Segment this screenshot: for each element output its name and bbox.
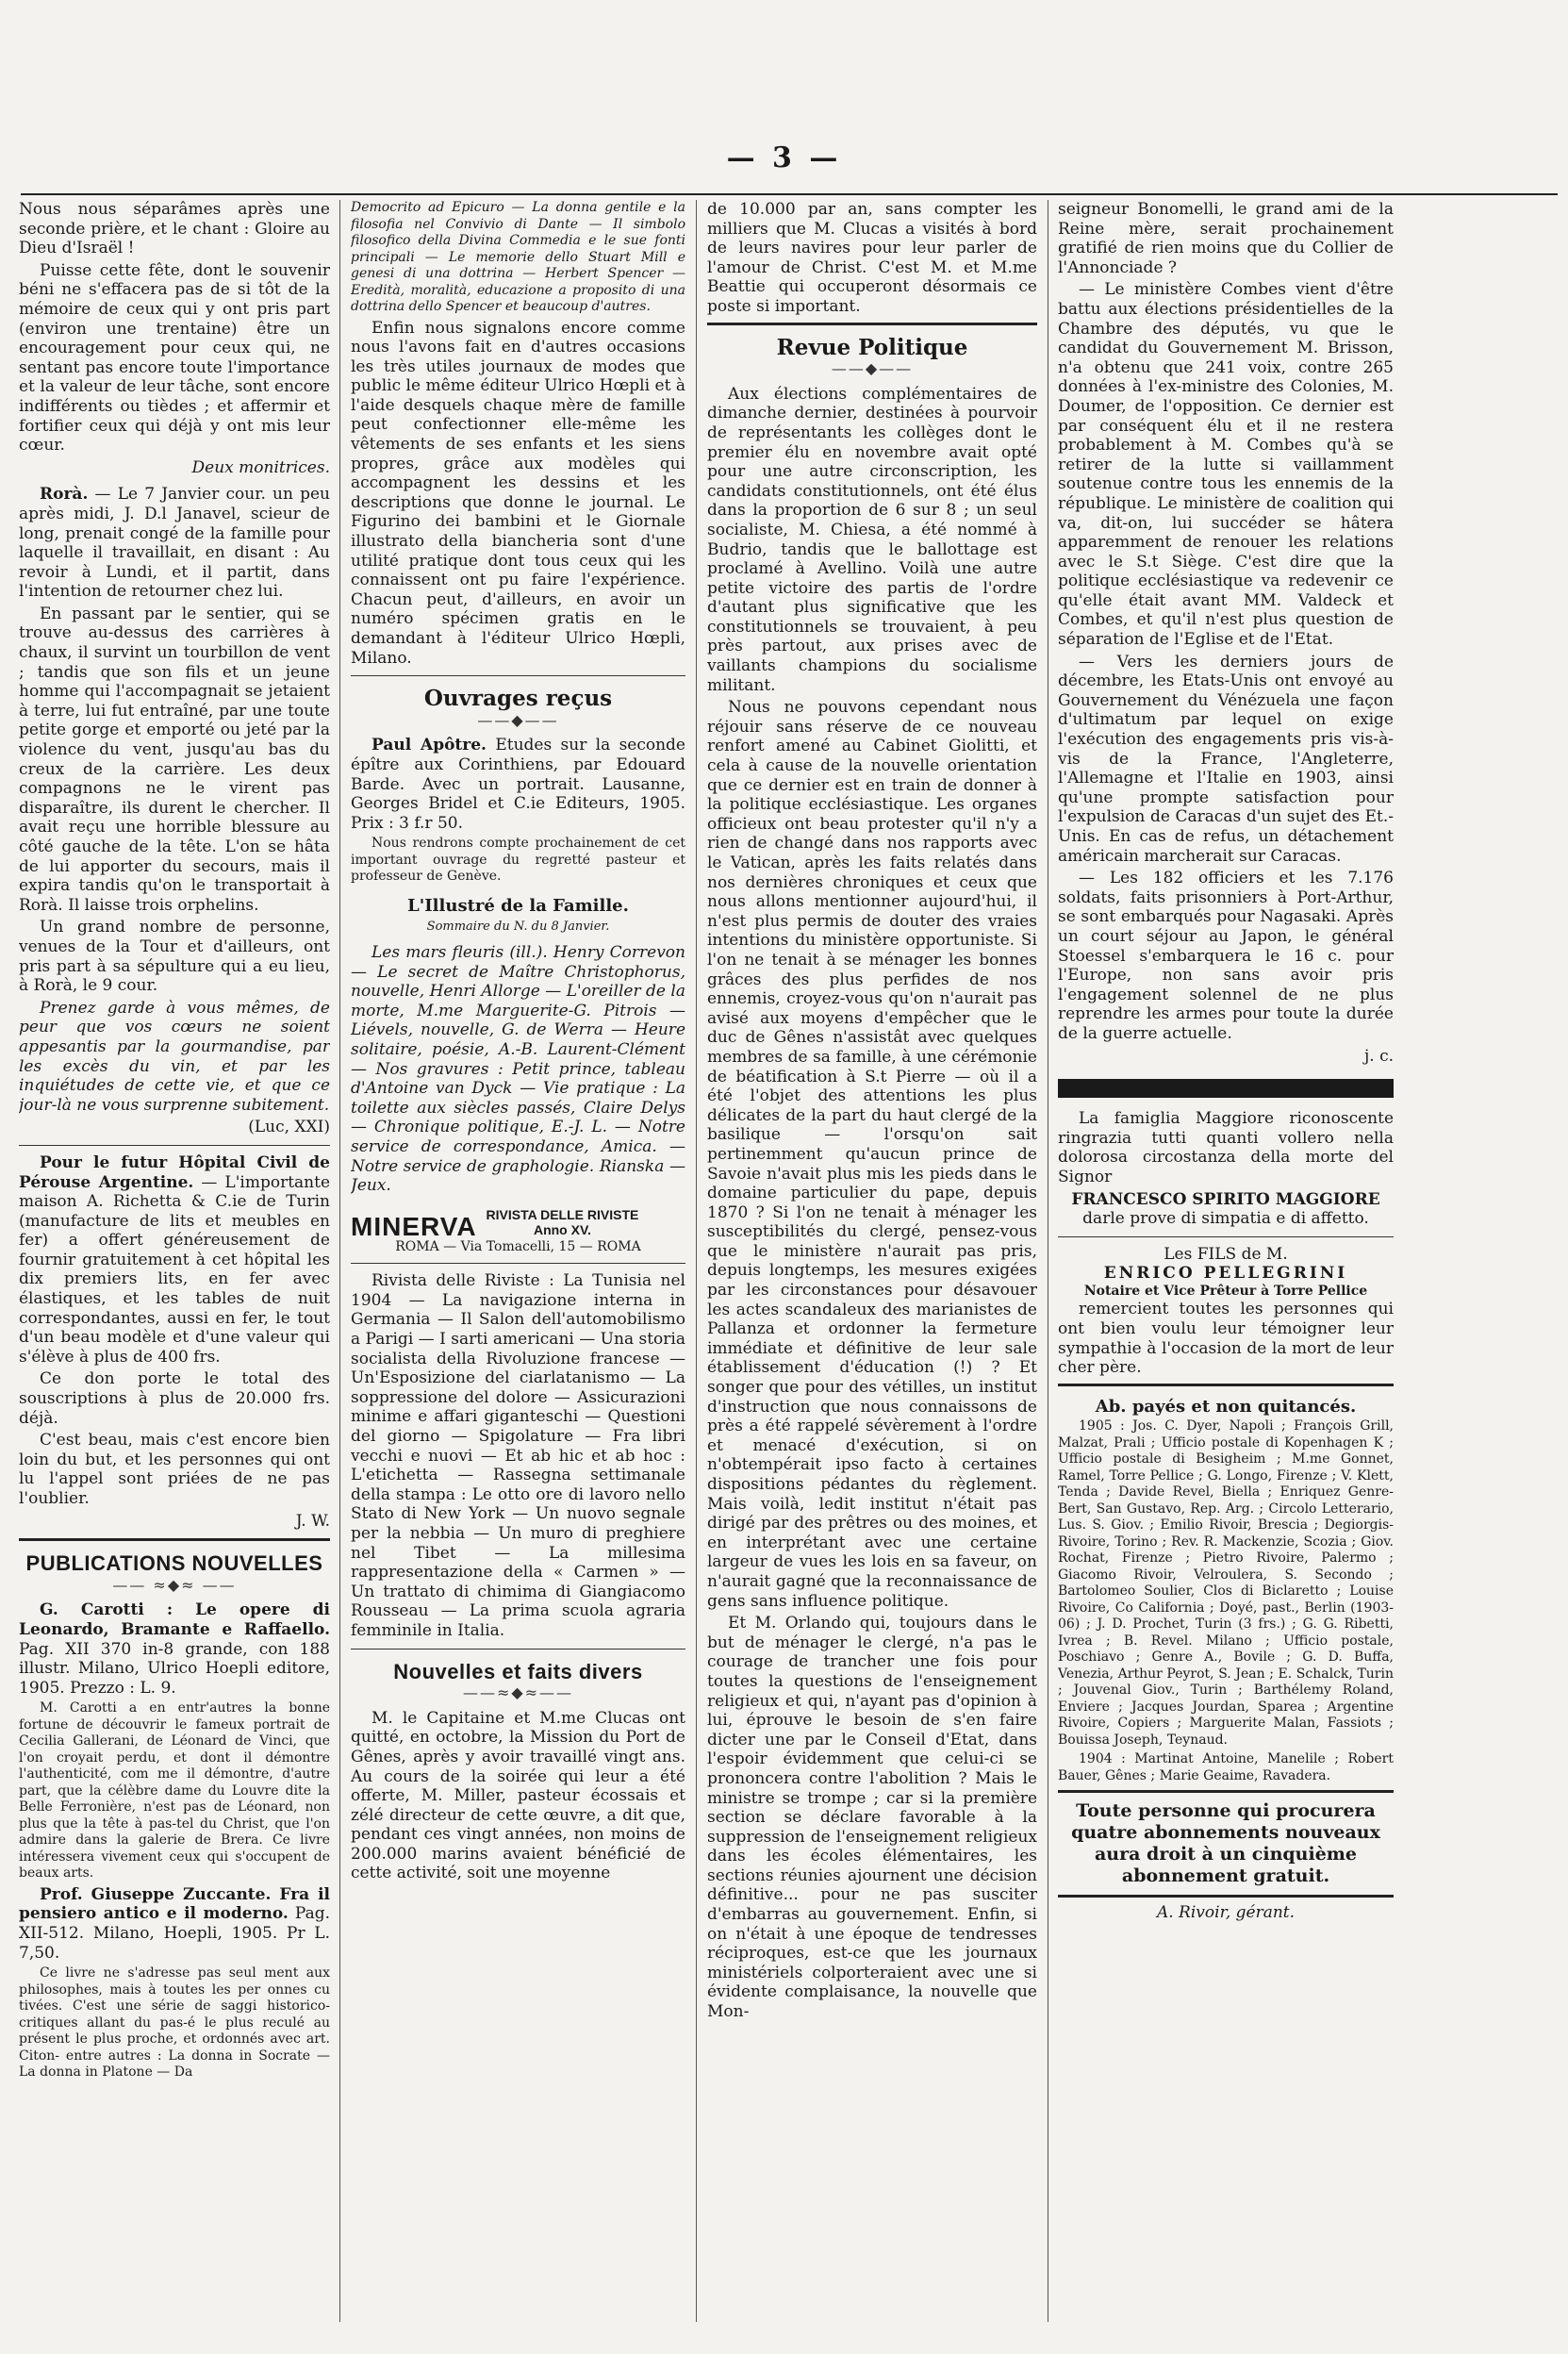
- paragraph: Et M. Orlando qui, toujours dans le but de ménager le clergé, n'a pas le courage de trancher une fois pour toutes la questions de l'enseignement religieux et qui, n'ayant pas d'opinion à lui, éprouve le besoin de s'en faire dicter une par le Conseil d'Etat, dans l'espoir évidemment que celui-ci se prononcera contre l'abolition ? Mais le ministre se trompe ; car si la première section se déclare favorable à la suppression de l'enseignement religieux dans les écoles élémentaires, les sections réunies ajournent une décision définitive... pour ne pas susciter d'embarras au gouvernement. Enfin, si on n'était à une époque de tendresses réciproques, est-ce que les journaux ministériels colporteraient avec une si évidente complaisance, la nouvelle que Mon-: [707, 1614, 1037, 2022]
- paragraph: M. le Capitaine et M.me Clucas ont quitté, en octobre, la Mission du Port de Gênes, après y avoir travaillé vingt ans. Au cours de la soirée qui leur a été offerte, M. Miller, pasteur écossais et zélé directeur de cette œuvre, a dit que, pendant ces vingt années, non moins de 200.000 marins avaient bénéficié de cette activité, soit une moyenne: [351, 1708, 685, 1883]
- paragraph: — Le ministère Combes vient d'être battu aux élections présidentielles de la Chambre des députés, vu que le candidat du Gouvernement M. Brisson, n'a obtenu que 241 voix, contre 265 données à l'ex-ministre des Colonies, M. Doumer, de l'opposition. Ce dernier est par conséquent élu et il ne restera probablement à M. Combes qu'à se retirer de la lutte si vaillamment soutenue contre tous les ennemis de la république. Le ministère de coalition qui va, dit-on, lui succéder se hâtera apparemment de renouer les relations avec le S.t Siège. C'est dire que la politique ecclésiastique va redevenir ce qu'elle était avant MM. Valdeck et Combes, et qu'il n'est plus question de séparation de l'Eglise et de l'Etat.: [1058, 280, 1394, 650]
- column-divider: [696, 200, 697, 2322]
- paragraph: La famiglia Maggiore riconoscente ringrazia tutti quanti vollero nella dolorosa circostanza della morte del Signor: [1058, 1109, 1394, 1186]
- deceased-title: Notaire et Vice Prêteur à Torre Pellice: [1083, 1283, 1368, 1299]
- signature: Deux monitrices.: [191, 457, 330, 477]
- column-4: [1058, 200, 1394, 2322]
- divider: [351, 675, 685, 676]
- paragraph: — L'importante maison A. Richetta & C.ie de Turin (manufacture de lits et meubles en fer) a offert généreusement de fournir gratuitement à cet hôpital les dix premiers lits, en fer avec élastiques, et les tables de nuit correspondantes, aussi en fer, le tout d'un beau modèle et d'une valeur qui s'élève à plus de 400 frs.: [19, 1172, 330, 1367]
- section-title-abonnements: Ab. payés et non quitancés.: [1095, 1396, 1357, 1417]
- paragraph: — Vers les derniers jours de décembre, les Etats-Unis ont envoyé au Gouvernement du Vénézuela une façon d'ultimatum par lequel on exige l'exécution des engagements pris vis-à-vis de la France, l'Angleterre, l'Allemagne et l'Italie en 1903, ainsi qu'une prompte satisfaction pour l'expulsion de Caracas d'un sujet des Et.-Unis. En cas de refus, un détachement américain marcherait sur Caracas.: [1058, 652, 1394, 866]
- subscriber-list: 1904 : Martinat Antoine, Manelile ; Robert Bauer, Gênes ; Marie Geaime, Ravadera.: [1058, 1751, 1394, 1783]
- paragraph: Nous nous séparâmes après une seconde prière, et le chant : Gloire au Dieu d'Israël !: [19, 200, 330, 258]
- paragraph: Les mars fleuris (ill.). Henry Correvon — Le secret de Maître Christophorus, nouvelle, Henri Allorge — L'oreiller de la morte, M.me Marguerite-G. Pitrois — Liévels, nouvelle, G. de Werra — Heure solitaire, poésie, A.-B. Laurent-Clément — Nos gravures : Petit prince, tableau d'Antoine van Dyck — Vie pratique : La toilette aux siècles passés, Claire Delys — Chronique politique, E.-J. L. — Notre service de correspondance, Amica. — Notre service de graphologie. Rianska — Jeux.: [351, 943, 685, 1196]
- divider: [1058, 1384, 1394, 1386]
- signature: j. c.: [1363, 1046, 1394, 1066]
- divider: [19, 1145, 330, 1146]
- deceased-name: FRANCESCO SPIRITO MAGGIORE: [1071, 1189, 1380, 1209]
- column-2: [351, 200, 685, 2322]
- section-title-publications: PUBLICATIONS NOUVELLES: [25, 1551, 323, 1576]
- paragraph: En passant par le sentier, qui se trouve au-dessus des carrières à chaux, il survint un tourbillon de vent ; tandis que son fils et un jeune homme qui l'accompagnait se jetaient à terre, lui fut entraîné, par une toute petite gorge et emporté ou jeté par la violence du vent, jusqu'au bas du creux de la carrière. Les deux compagnons ne le virent pas disparaître, ils durent le chercher. Il avait reçu une horrible blessure au côté gauche de la tête. L'on se hâta de lui apporter du secours, mais il expira tandis qu'on le transportait à Rorà. Il laisse trois orphelins.: [19, 604, 330, 915]
- subscriber-list: 1905 : Jos. C. Dyer, Napoli ; François Grill, Malzat, Prali ; Ufficio postale di Kopenhagen K ; Ufficio postale di Besigheim ; M.me Gonnet, Ramel, Torre Pellice ; G. Longo, Firenze ; V. Klett, Tenda ; Davide Revel, Biella ; Enriquez Genre-Bert, San Gustavo, Rep. Arg. ; Circolo Letterario, Lus. S. Giov. ; Emilio Rivoir, Brescia ; Degiorgis-Rivoire, Torino ; Rev. R. Mackenzie, Scozia ; Giov. Rochat, Firenze ; Pietro Rivoire, Palermo ; Giacomo Rivoir, Velroulera, S. Secondo ; Bartolomeo Soulier, Clos di Biclaretto ; Louise Rivoire, Co California ; Doyé, past., Berlin (1903-06) ; J. D. Prochet, Turin (3 frs.) ; G. G. Ribetti, Ivrea ; B. Revel. Milano ; Ufficio postale, Poschiavo ; Genre A., Bovile ; G. D. Buffa, Venezia, Arthur Peyrot, S. Jean ; E. Schalck, Turin ; Jouvenal Giov., Turin ; Barthélemy Roland, Enviere ; Jacques Jourdan, Sparea ; Argentine Rivoire, Copiers ; Marguerite Malan, Fassiots ; Bouissa Joseph, Teynaud.: [1058, 1418, 1394, 1748]
- divider: [1058, 1236, 1394, 1237]
- book-note: Nous rendrons compte prochainement de cet important ouvrage du regretté pasteur et professeur de Genève.: [351, 836, 685, 885]
- section-title-revue: Revue Politique: [776, 334, 968, 360]
- gerant-signature: A. Rivoir, gérant.: [1156, 1903, 1296, 1923]
- divider: [1058, 1790, 1394, 1793]
- paragraph: Pag. XII 370 in-8 grande, con 188 illustr. Milano, Ulrico Hoepli editore, 1905. Prezzo : L. 9.: [19, 1639, 330, 1698]
- subscription-offer: Toute personne qui procurera quatre abonnements nouveaux aura droit à un cinquième abonnement gratuit.: [1071, 1800, 1380, 1887]
- top-rule: [21, 193, 1558, 195]
- ornament: ——≈◆≈——: [462, 1683, 574, 1702]
- paragraph: — Le 7 Janvier cour. un peu après midi, J. D.l Janavel, scieur de long, prenait congé de la famille pour laquelle il travaillait, en disant : Au revoir à Lundi, et il partit, dans l'intention de retourner chez lui.: [19, 485, 330, 602]
- section-title-nouvelles: Nouvelles et faits divers: [393, 1659, 643, 1683]
- signature: J. W.: [295, 1511, 330, 1531]
- quote-reference: (Luc, XXI): [248, 1118, 330, 1137]
- paragraph: seigneur Bonomelli, le grand ami de la Reine mère, serait prochainement gratifié de rien moins que du Collier de l'Annonciade ?: [1058, 200, 1394, 277]
- paragraph: Un grand nombre de personne, venues de la Tour et d'ailleurs, ont pris part à sa sépulture qui a eu lieu, à Rorà, le 9 cour.: [19, 918, 330, 996]
- page-number: — 3 —: [726, 141, 842, 174]
- minerva-subtitle: RIVISTA DELLE RIVISTE: [486, 1206, 639, 1222]
- paragraph: C'est beau, mais c'est encore bien loin du but, et les personnes qui ont lu l'appel sont priées de ne pas l'oublier.: [19, 1431, 330, 1508]
- divider: [19, 1538, 330, 1541]
- section-subtitle: Sommaire du N. du 8 Janvier.: [426, 920, 610, 935]
- column-3: [707, 200, 1037, 2322]
- ornament: ——◆——: [831, 359, 914, 378]
- paragraph: — Les 182 officiers et les 7.176 soldats, faits prisonniers à Port-Arthur, se sont embarqués pour Nagasaki. Après un court séjour au Japon, le général Stoessel s'embarquera le 16 c. pour l'Europe, non sans avoir pris l'engagement solennel de ne plus reprendre les armes pour toute la durée de la guerre actuelle.: [1058, 869, 1394, 1043]
- paragraph: Nous ne pouvons cependant nous réjouir sans réserve de ce nouveau renfort amené au Cabinet Giolitti, et cela à cause de la nouvelle orientation que ce dernier est en train de donner à la politique ecclésiastique. Les organes officieux ont beau protester qu'il n'y a rien de changé dans nos rapports avec le Vatican, après les faits relatés dans nos dernières chroniques et ceux que nous allons mentionner aujourd'hui, il n'est plus permis de douter des vraies intentions du ministère opportuniste. Si l'on ne tenait à se ménager les bonnes grâces des plus perfides de nos ennemis, croyez-vous qu'on n'aurait pas avisé aux moyens d'empêcher que le duc de Gênes n'assistât avec quelques membres de sa famille, à une cérémonie de béatification à S.t Pierre — où il a été l'objet des attentions les plus délicates de la part du haut clergé de la basilique — l'orsqu'on sait pertinemment qu'aucun prince de Savoie n'avait plus mis les pieds dans le domaine particulier du pape, depuis 1870 ? Si l'on ne tenait à ménager les susceptibilités du clergé, pensez-vous que le ministère n'aurait pas pris, depuis longtemps, les mesures exigées par les circonstances pour désavouer les actes scandaleux des marianistes de Pallanza et ordonner la fermeture immédiate et définitive de leur sale établissement d'éducation (!) ? Et songer que pour des vétilles, un institut d'instruction que nous connaissons de près a été rappelé sévèrement à l'ordre et menacé d'exécution, si on n'obtempérait ipso facto à certaines dispositions pédantes du règlement. Mais voilà, ledit institut n'était pas dirigé par des prêtres ou des moines, et en interprétant avec une certaine largeur de vues les lois en sa faveur, on n'aurait gagné que la reconnaissance de gens sans influence politique.: [707, 698, 1037, 1611]
- book-note: M. Carotti a en entr'autres la bonne fortune de découvrir le fameux portrait de Cecilia Gallerani, de Léonard de Vinci, que l'on croyait perdu, et dont il démontre l'authenticité, com me il démontre, d'autre part, que la célèbre dame du Louvre dite la Belle Ferronière, n'est pas de Léonard, non plus que la tête à pas-tel du Christ, que l'on admire dans la galerie de Brera. Ce livre intéressera vivement ceux qui s'occupent de beaux arts.: [19, 1700, 330, 1882]
- paragraph: Pag. XII-512. Milano, Hoepli, 1905. Pr L. 7,50.: [19, 1904, 330, 1963]
- section-title-illustre: L'Illustré de la Famille.: [407, 895, 629, 916]
- divider: [351, 1263, 685, 1264]
- column-1: [19, 200, 330, 2322]
- paragraph: Democrito ad Epicuro — La donna gentile e la filosofia nel Convivio di Dante — Il simbolo filosofico della Divina Commedia e le sue fonti principali — Le memorie dello Stuart Mill e genesi di una dottrina — Herbert Spencer — Eredità, moralità, educazione a proposito di una dottrina dello Spencer et beaucoup d'autres.: [351, 200, 685, 314]
- article-lead: Rorà.: [40, 485, 89, 505]
- book-note: Ce livre ne s'adresse pas seul ment aux philosophes, mais à toutes les per onnes cu tivées. C'est une série de saggi historico-critiques allant du pas-é le plus reculé au présent le plus proche, et ordonnés avec art. Citon- entre autres : La donna in Socrate — La donna in Platone — Da: [19, 1965, 330, 2080]
- deceased-name: ENRICO PELLEGRINI: [1103, 1264, 1348, 1284]
- book-title: Prof. Giuseppe Zuccante. Fra il pensiero antico e il moderno.: [19, 1884, 330, 1924]
- divider: [707, 323, 1037, 325]
- section-title-ouvrages: Ouvrages reçus: [423, 686, 613, 712]
- minerva-address: ROMA — Via Tomacelli, 15 — ROMA: [395, 1238, 641, 1254]
- paragraph: Puisse cette fête, dont le souvenir béni ne s'effacera pas de si tôt de la mémoire de ceux qui y ont pris part (environ une trentaine) être un encouragement pour ceux qui, ne sentant pas encore toute l'importance et la valeur de leur tâche, sont encore indifférents ou tièdes ; et affermir et fortifier ceux qui déjà y ont mis leur cœur.: [19, 260, 330, 456]
- book-title: Paul Apôtre.: [371, 736, 487, 755]
- divider: [1058, 1895, 1394, 1898]
- paragraph: Ce don porte le total des souscriptions à plus de 20.000 frs. déjà.: [19, 1369, 330, 1428]
- book-title: G. Carotti : Le opere di Leonardo, Bramante e Raffaello.: [19, 1600, 330, 1639]
- column-divider: [339, 200, 340, 2322]
- paragraph: de 10.000 par an, sans compter les milliers que M. Clucas a visités à bord de leurs navires pour leur parler de l'amour de Christ. C'est M. et M.me Beattie qui occuperont désormais ce poste si important.: [707, 200, 1037, 316]
- paragraph: darle prove di simpatia e di affetto.: [1082, 1209, 1369, 1229]
- minerva-masthead: [351, 1206, 685, 1242]
- scripture-quote: Prenez garde à vous mêmes, de peur que vos cœurs ne soient appesantis par la gourmandise, par les excès du vin, et par les inquiétudes de cette vie, et que ce jour-là ne vous surprenne subitement.: [19, 998, 330, 1115]
- ornament: ——◆——: [477, 710, 559, 729]
- paragraph: Rivista delle Riviste : La Tunisia nel 1904 — La navigazione interna in Germania — Il Salon dell'automobilismo a Parigi — I sarti americani — Una storia socialista della Rivoluzione francese — Un'Esposizione del ciarlatanismo — La soppressione del dolore — Assicurazioni minime e affari giganteschi — Questioni del giorno — Spigolature — Fra libri vecchi e nuovi — Et ab hic et ab hoc : L'etichetta — Rassegna settimanale della stampa : Le otto ore di lavoro nello Stato di New York — Un nuovo segnale per la nebbia — Un muro di preghiere nel Tibet — La millesima rappresentazione della « Carmen » — Un trattato di chimima di Giangiacomo Rousseau — La prima scuola agraria femminile in Italia.: [351, 1271, 685, 1640]
- minerva-year: Anno XV.: [533, 1221, 591, 1237]
- minerva-name: MINERVA: [351, 1212, 477, 1242]
- paragraph: remercient toutes les personnes qui ont bien voulu leur témoigner leur sympathie à l'occasion de la mort de leur cher père.: [1058, 1300, 1394, 1378]
- paragraph: Enfin nous signalons encore comme nous l'avons fait en d'autres occasions les très utiles journaux de modes que public le même éditeur Ulrico Hœpli et à l'aide desquels chaque mère de famille peut confectionner elle-même les vêtements de ses enfants et les siens propres, grâce aux modèles qui accompagnent les dessins et les descriptions que donne le journal. Le Figurino dei bambini et le Giornale illustrato della biancheria sont d'une utilité pratique dont tous ceux qui les connaissent ont pu faire l'expérience. Chacun peut, d'ailleurs, en avoir un numéro spécimen gratis en le demandant à l'éditeur Ulrico Hœpli, Milano.: [351, 318, 685, 668]
- paragraph: Etudes sur la seconde épître aux Corinthiens, par Edouard Barde. Avec un portrait. Lausanne, Georges Bridel et C.ie Editeurs, 1905. Prix : 3 f.r 50.: [351, 736, 685, 833]
- mourning-bar: [1058, 1079, 1394, 1098]
- article-lead: Pour le futur Hôpital Civil de Pérouse Argentine.: [19, 1152, 330, 1192]
- paragraph: Aux élections complémentaires de dimanche dernier, destinées à pourvoir de représentants les collèges dont le premier élu en novembre avait opté pour une autre circonscription, les candidats constitutionnels, ont été élus dans la proportion de 6 sur 8 ; un seul socialiste, M. Chiesa, a été nommé à Budrio, tandis que le ballottage est proclamé à Avellino. Voilà une autre petite victoire des partis de l'ordre d'autant plus significative que les constitutionnels se trouvaient, à peu près partout, aux prises avec de vaillants champions du socialisme militant.: [707, 384, 1037, 695]
- notice-line: Les FILS de M.: [1164, 1244, 1288, 1264]
- ornament: —— ≈◆≈ ——: [112, 1575, 237, 1594]
